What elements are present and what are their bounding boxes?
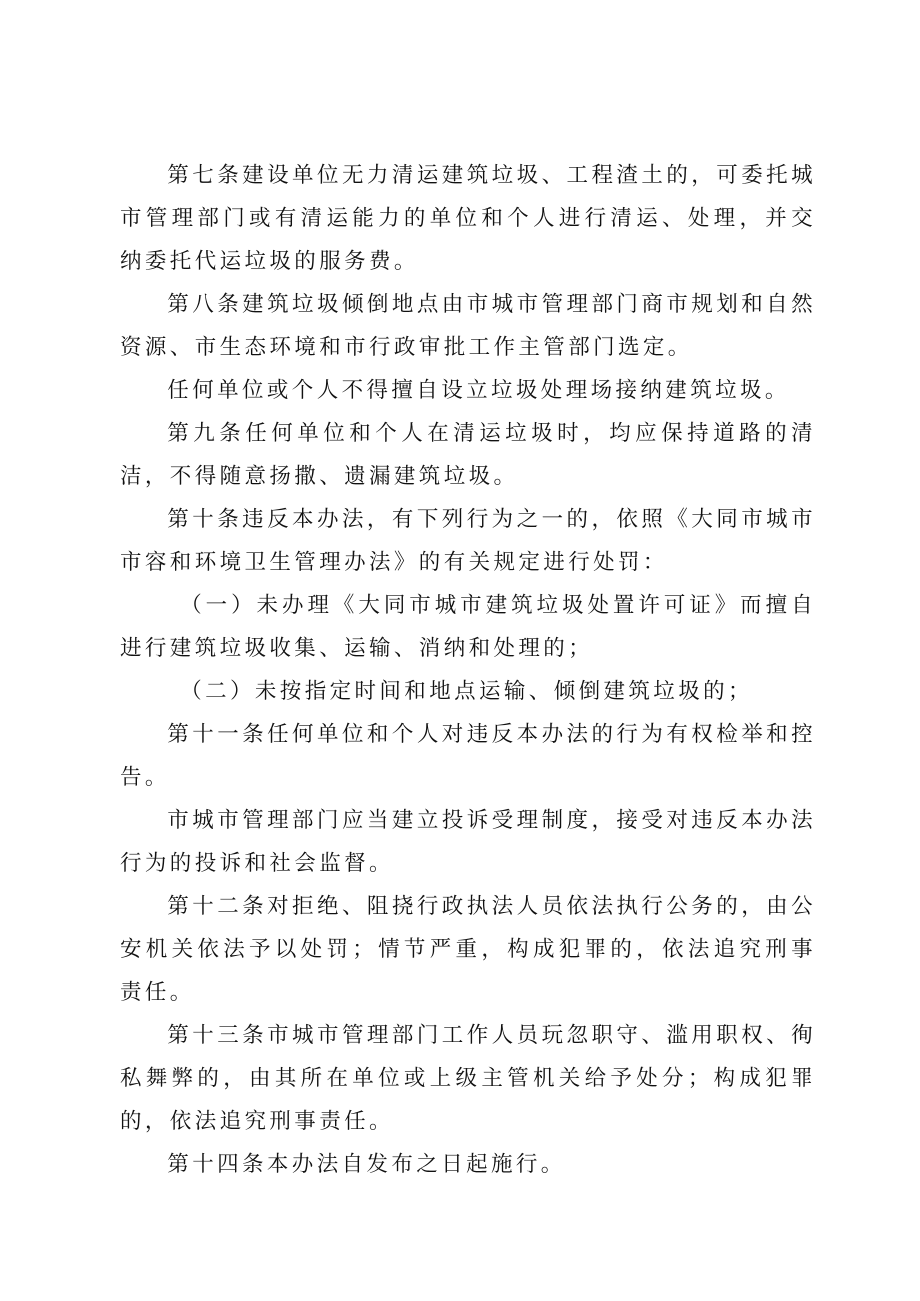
article-10-paragraph: 第十条违反本办法，有下列行为之一的，依照《大同市城市市容和环境卫生管理办法》的有关规定进行处罚： [120, 507, 816, 575]
article-7-paragraph: 第七条建设单位无力清运建筑垃圾、工程渣土的，可委托城市管理部门或有清运能力的单位和个人进行清运、处理，并交纳委托代运垃圾的服务费。 [120, 163, 816, 274]
article-12-paragraph: 第十二条对拒绝、阻挠行政执法人员依法执行公务的，由公安机关依法予以处罚；情节严重，构成犯罪的，依法追究刑事责任。 [120, 894, 816, 1005]
article-13-paragraph: 第十三条市城市管理部门工作人员玩忽职守、滥用职权、徇私舞弊的，由其所在单位或上级主管机关给予处分；构成犯罪的，依法追究刑事责任。 [120, 1023, 816, 1134]
article-11-paragraph: 第十一条任何单位和个人对违反本办法的行为有权检举和控告。 [120, 722, 816, 790]
article-8-paragraph: 第八条建筑垃圾倾倒地点由市城市管理部门商市规划和自然资源、市生态环境和市行政审批工作主管部门选定。 [120, 292, 816, 360]
article-9-paragraph: 第九条任何单位和个人在清运垃圾时，均应保持道路的清洁，不得随意扬撒、遗漏建筑垃圾。 [120, 421, 816, 489]
article-10-item-2: （二）未按指定时间和地点运输、倾倒建筑垃圾的； [180, 679, 753, 704]
article-8-continuation-paragraph: 任何单位或个人不得擅自设立垃圾处理场接纳建筑垃圾。 [167, 378, 790, 403]
document-body [120, 154, 816, 1186]
article-11-continuation-paragraph: 市城市管理部门应当建立投诉受理制度，接受对违反本办法行为的投诉和社会监督。 [120, 808, 816, 876]
article-10-item-1: （一）未办理《大同市城市建筑垃圾处置许可证》而擅自进行建筑垃圾收集、运输、消纳和处理的； [120, 593, 816, 661]
article-14-paragraph: 第十四条本办法自发布之日起施行。 [167, 1152, 566, 1177]
